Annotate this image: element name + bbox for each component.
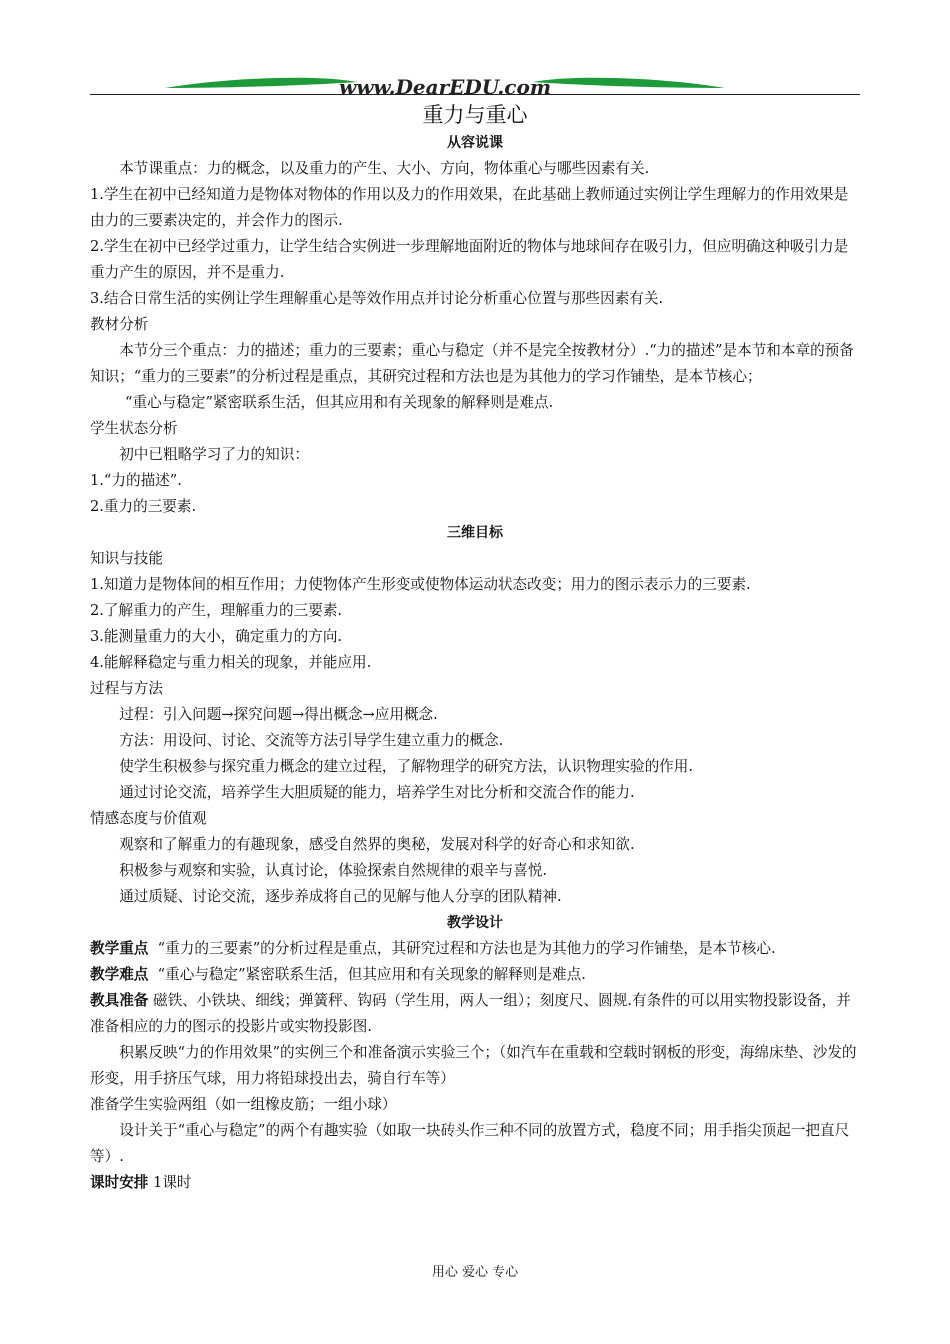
text-focus: “重力的三要素”的分析过程是重点，其研究过程和方法也是为其他力的学习作铺垫，是本节核心.: [157, 940, 776, 957]
paragraph: 本节分三个重点：力的描述；重力的三要素；重心与稳定（并不是完全按教材分）.“力的描述”是本节和本章的预备知识；“重力的三要素”的分析过程是重点，其研究过程和方法也是为其他力的学习作铺垫，是本节核心；: [90, 342, 854, 385]
subheading-textbook-analysis: 教材分析: [90, 316, 149, 333]
paragraph-focus: [90, 936, 860, 962]
list-item: 1.“力的描述”.: [90, 472, 182, 489]
text-tools: 磁铁、小铁块、细线；弹簧秤、钩码（学生用，两人一组）；刻度尺、圆规.有条件的可以用实物投影设备，并准备相应的力的图示的投影片或实物投影图.: [90, 992, 851, 1035]
label-difficulty: 教学难点: [90, 966, 149, 983]
page-footer: 用心 爱心 专心: [431, 1265, 519, 1280]
label-focus: 教学重点: [90, 940, 149, 957]
paragraph: 积累反映“力的作用效果”的实例三个和准备演示实验三个；（如汽车在重载和空载时钢板的形变，海绵床垫、沙发的形变，用手挤压气球，用力将铅球投出去，骑自行车等）: [90, 1044, 857, 1087]
paragraph: 2.学生在初中已经学过重力，让学生结合实例进一步理解地面附近的物体与地球间存在吸引力，但应明确这种吸引力是重力产生的原因，并不是重力.: [90, 238, 849, 281]
paragraph: 准备学生实验两组（如一组橡皮筋；一组小球）: [90, 1096, 397, 1113]
list-item: 4.能解释稳定与重力相关的现象，并能应用.: [90, 654, 372, 671]
paragraph: 初中已粗略学习了力的知识：: [119, 446, 309, 463]
subheading-process: 过程与方法: [90, 680, 163, 697]
subheading-emotion: 情感态度与价值观: [90, 810, 207, 827]
subheading-student-analysis: 学生状态分析: [90, 420, 178, 437]
label-hours: 课时安排: [90, 1174, 149, 1191]
paragraph: 积极参与观察和实验，认真讨论，体验探索自然规律的艰辛与喜悦.: [119, 862, 548, 879]
paragraph-tools: [90, 988, 860, 1040]
list-item: 1.知道力是物体间的相互作用；力使物体产生形变或使物体运动状态改变；用力的图示表示力的三要素.: [90, 576, 751, 593]
text-hours: 1课时: [153, 1174, 192, 1191]
document-body: [90, 100, 860, 1196]
paragraph: 通过质疑、讨论交流，逐步养成将自己的见解与他人分享的团队精神.: [119, 888, 562, 905]
paragraph: 观察和了解重力的有趣现象，感受自然界的奥秘，发展对科学的好奇心和求知欲.: [119, 836, 635, 853]
logo-text: www.DearEDU.com: [338, 75, 552, 99]
paragraph: 过程：引入问题→探究问题→得出概念→应用概念.: [119, 706, 438, 723]
paragraph: 设计关于“重心与稳定”的两个有趣实验（如取一块砖头作三种不同的放置方式，稳度不同；用手指尖顶起一把直尺等）.: [90, 1122, 850, 1165]
page-title: 重力与重心: [422, 103, 528, 127]
text-difficulty: “重心与稳定”紧密联系生活，但其应用和有关现象的解释则是难点.: [157, 966, 586, 983]
site-logo: [165, 68, 725, 102]
header-rule: [90, 94, 860, 95]
paragraph-hours: [90, 1170, 860, 1196]
paragraph: 本节课重点：力的概念，以及重力的产生、大小、方向，物体重心与哪些因素有关.: [119, 160, 650, 177]
section-heading-objectives: 三维目标: [447, 525, 503, 541]
paragraph: 1.学生在初中已经知道力是物体对物体的作用以及力的作用效果，在此基础上教师通过实例让学生理解力的作用效果是由力的三要素决定的，并会作力的图示.: [90, 186, 849, 229]
section-heading-teaching-design: 教学设计: [447, 915, 503, 931]
subheading-knowledge: 知识与技能: [90, 550, 163, 567]
paragraph: “重心与稳定”紧密联系生活，但其应用和有关现象的解释则是难点.: [125, 394, 554, 411]
label-tools: 教具准备: [90, 992, 149, 1009]
list-item: 2.重力的三要素.: [90, 498, 197, 515]
list-item: 3.能测量重力的大小，确定重力的方向.: [90, 628, 343, 645]
section-heading-lesson-talk: 从容说课: [447, 135, 503, 151]
paragraph: 使学生积极参与探究重力概念的建立过程，了解物理学的研究方法，认识物理实验的作用.: [119, 758, 693, 775]
paragraph: 通过讨论交流，培养学生大胆质疑的能力，培养学生对比分析和交流合作的能力.: [119, 784, 635, 801]
paragraph-difficulty: [90, 962, 860, 988]
paragraph: 方法：用设问、讨论、交流等方法引导学生建立重力的概念.: [119, 732, 504, 749]
list-item: 2.了解重力的产生，理解重力的三要素.: [90, 602, 343, 619]
paragraph: 3.结合日常生活的实例让学生理解重心是等效作用点并讨论分析重心位置与那些因素有关.: [90, 290, 664, 307]
